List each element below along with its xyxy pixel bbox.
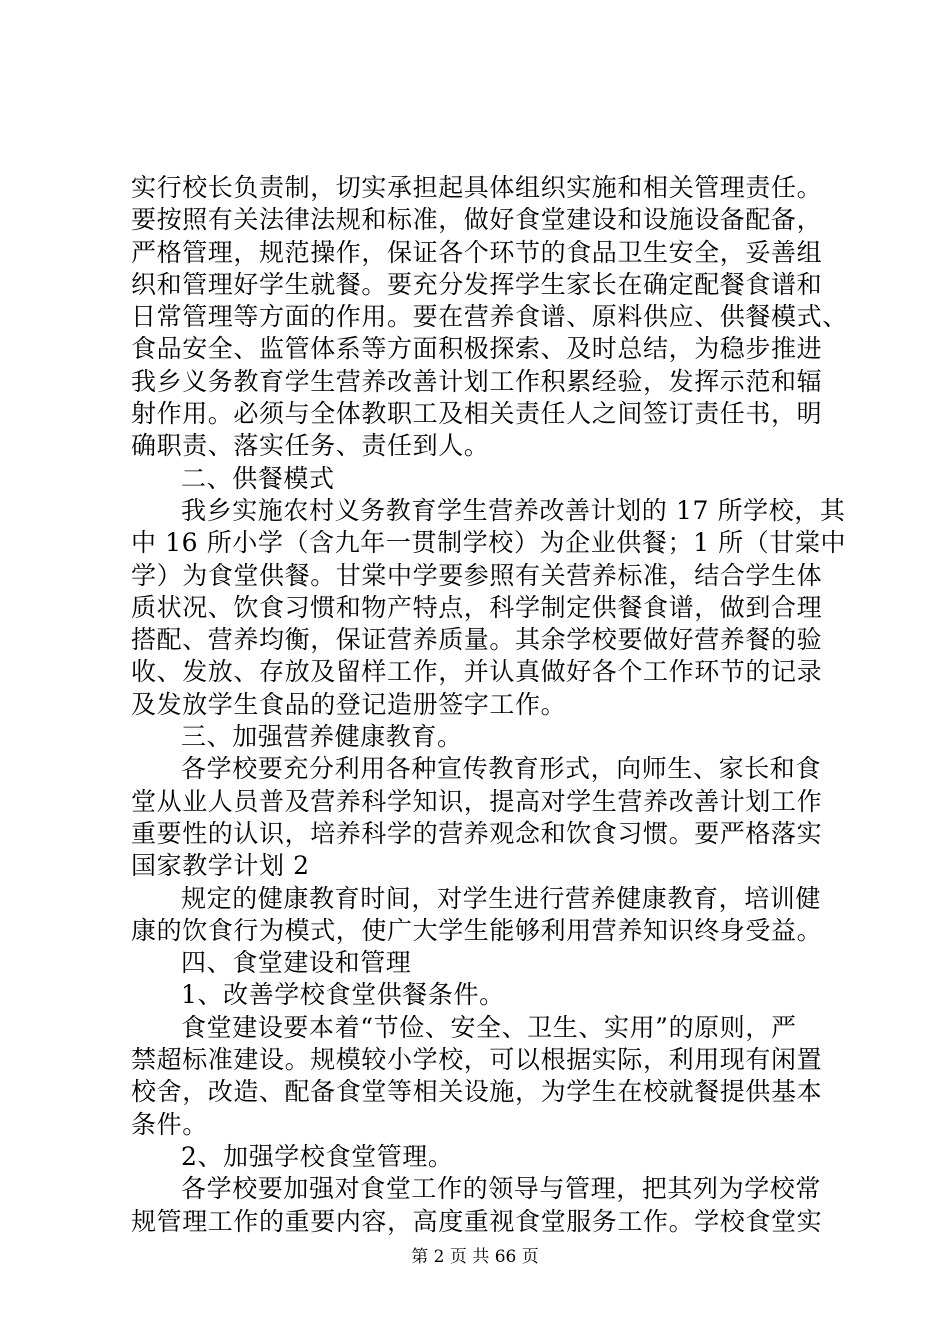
text-line: 重要性的认识，培养科学的营养观念和饮食习惯。要严格落实 xyxy=(131,818,823,848)
text-line: 条件。 xyxy=(131,1109,208,1139)
page-footer: 第 2 页 共 66 页 xyxy=(411,1247,539,1267)
text-line: 收、发放、存放及留样工作，并认真做好各个工作环节的记录 xyxy=(131,657,823,687)
text-line: 日常管理等方面的作用。要在营养食谱、原料供应、供餐模式、 xyxy=(131,302,848,332)
text-line: 禁超标准建设。规模较小学校，可以根据实际，利用现有闲置 xyxy=(131,1045,823,1075)
text-line: 织和管理好学生就餐。要充分发挥学生家长在确定配餐食谱和 xyxy=(131,269,823,299)
text-line: 堂从业人员普及营养科学知识，提高对学生营养改善计划工作 xyxy=(131,786,823,816)
text-line: 严格管理，规范操作，保证各个环节的食品卫生安全，妥善组 xyxy=(131,237,823,267)
text-line: 1、改善学校食堂供餐条件。 xyxy=(181,980,505,1010)
text-line: 质状况、饮食习惯和物产特点，科学制定供餐食谱，做到合理 xyxy=(131,592,823,622)
text-line: 中 16 所小学（含九年一贯制学校）为企业供餐；1 所（甘棠中 xyxy=(131,528,847,558)
text-line: 实行校长负责制，切实承担起具体组织实施和相关管理责任。 xyxy=(131,173,823,202)
text-line: 规定的健康教育时间，对学生进行营养健康教育，培训健 xyxy=(181,883,822,913)
text-line: 确职责、落实任务、责任到人。 xyxy=(131,431,490,461)
text-line: 我乡义务教育学生营养改善计划工作积累经验，发挥示范和辐 xyxy=(131,366,823,396)
text-line: 学）为食堂供餐。甘棠中学要参照有关营养标准，结合学生体 xyxy=(131,560,823,590)
text-line: 各学校要加强对食堂工作的领导与管理，把其列为学校常 xyxy=(181,1174,822,1204)
text-line: 射作用。必须与全体教职工及相关责任人之间签订责任书，明 xyxy=(131,399,823,429)
text-line: 我乡实施农村义务教育学生营养改善计划的 17 所学校，其 xyxy=(181,495,846,525)
text-line: 搭配、营养均衡，保证营养质量。其余学校要做好营养餐的验 xyxy=(131,625,823,655)
text-line: 及发放学生食品的登记造册签字工作。 xyxy=(131,689,567,719)
text-line: 三、加强营养健康教育。 xyxy=(181,722,463,752)
text-line: 食堂建设要本着“节俭、安全、卫生、实用”的原则，严 xyxy=(181,1012,797,1042)
text-line: 各学校要充分利用各种宣传教育形式，向师生、家长和食 xyxy=(181,754,822,784)
text-line: 食品安全、监管体系等方面积极探索、及时总结，为稳步推进 xyxy=(131,334,823,364)
text-line: 校舍，改造、配备食堂等相关设施，为学生在校就餐提供基本 xyxy=(131,1077,823,1107)
text-line: 2、加强学校食堂管理。 xyxy=(181,1141,454,1171)
text-line: 国家教学计划 2 xyxy=(131,851,310,881)
document-body xyxy=(131,172,848,1238)
text-line: 康的饮食行为模式，使广大学生能够利用营养知识终身受益。 xyxy=(131,915,823,945)
text-line: 要按照有关法律法规和标准，做好食堂建设和设施设备配备， xyxy=(131,205,823,235)
text-line: 四、食堂建设和管理 xyxy=(181,948,412,978)
text-line: 二、供餐模式 xyxy=(181,463,335,493)
text-line: 规管理工作的重要内容，高度重视食堂服务工作。学校食堂实 xyxy=(131,1206,823,1236)
